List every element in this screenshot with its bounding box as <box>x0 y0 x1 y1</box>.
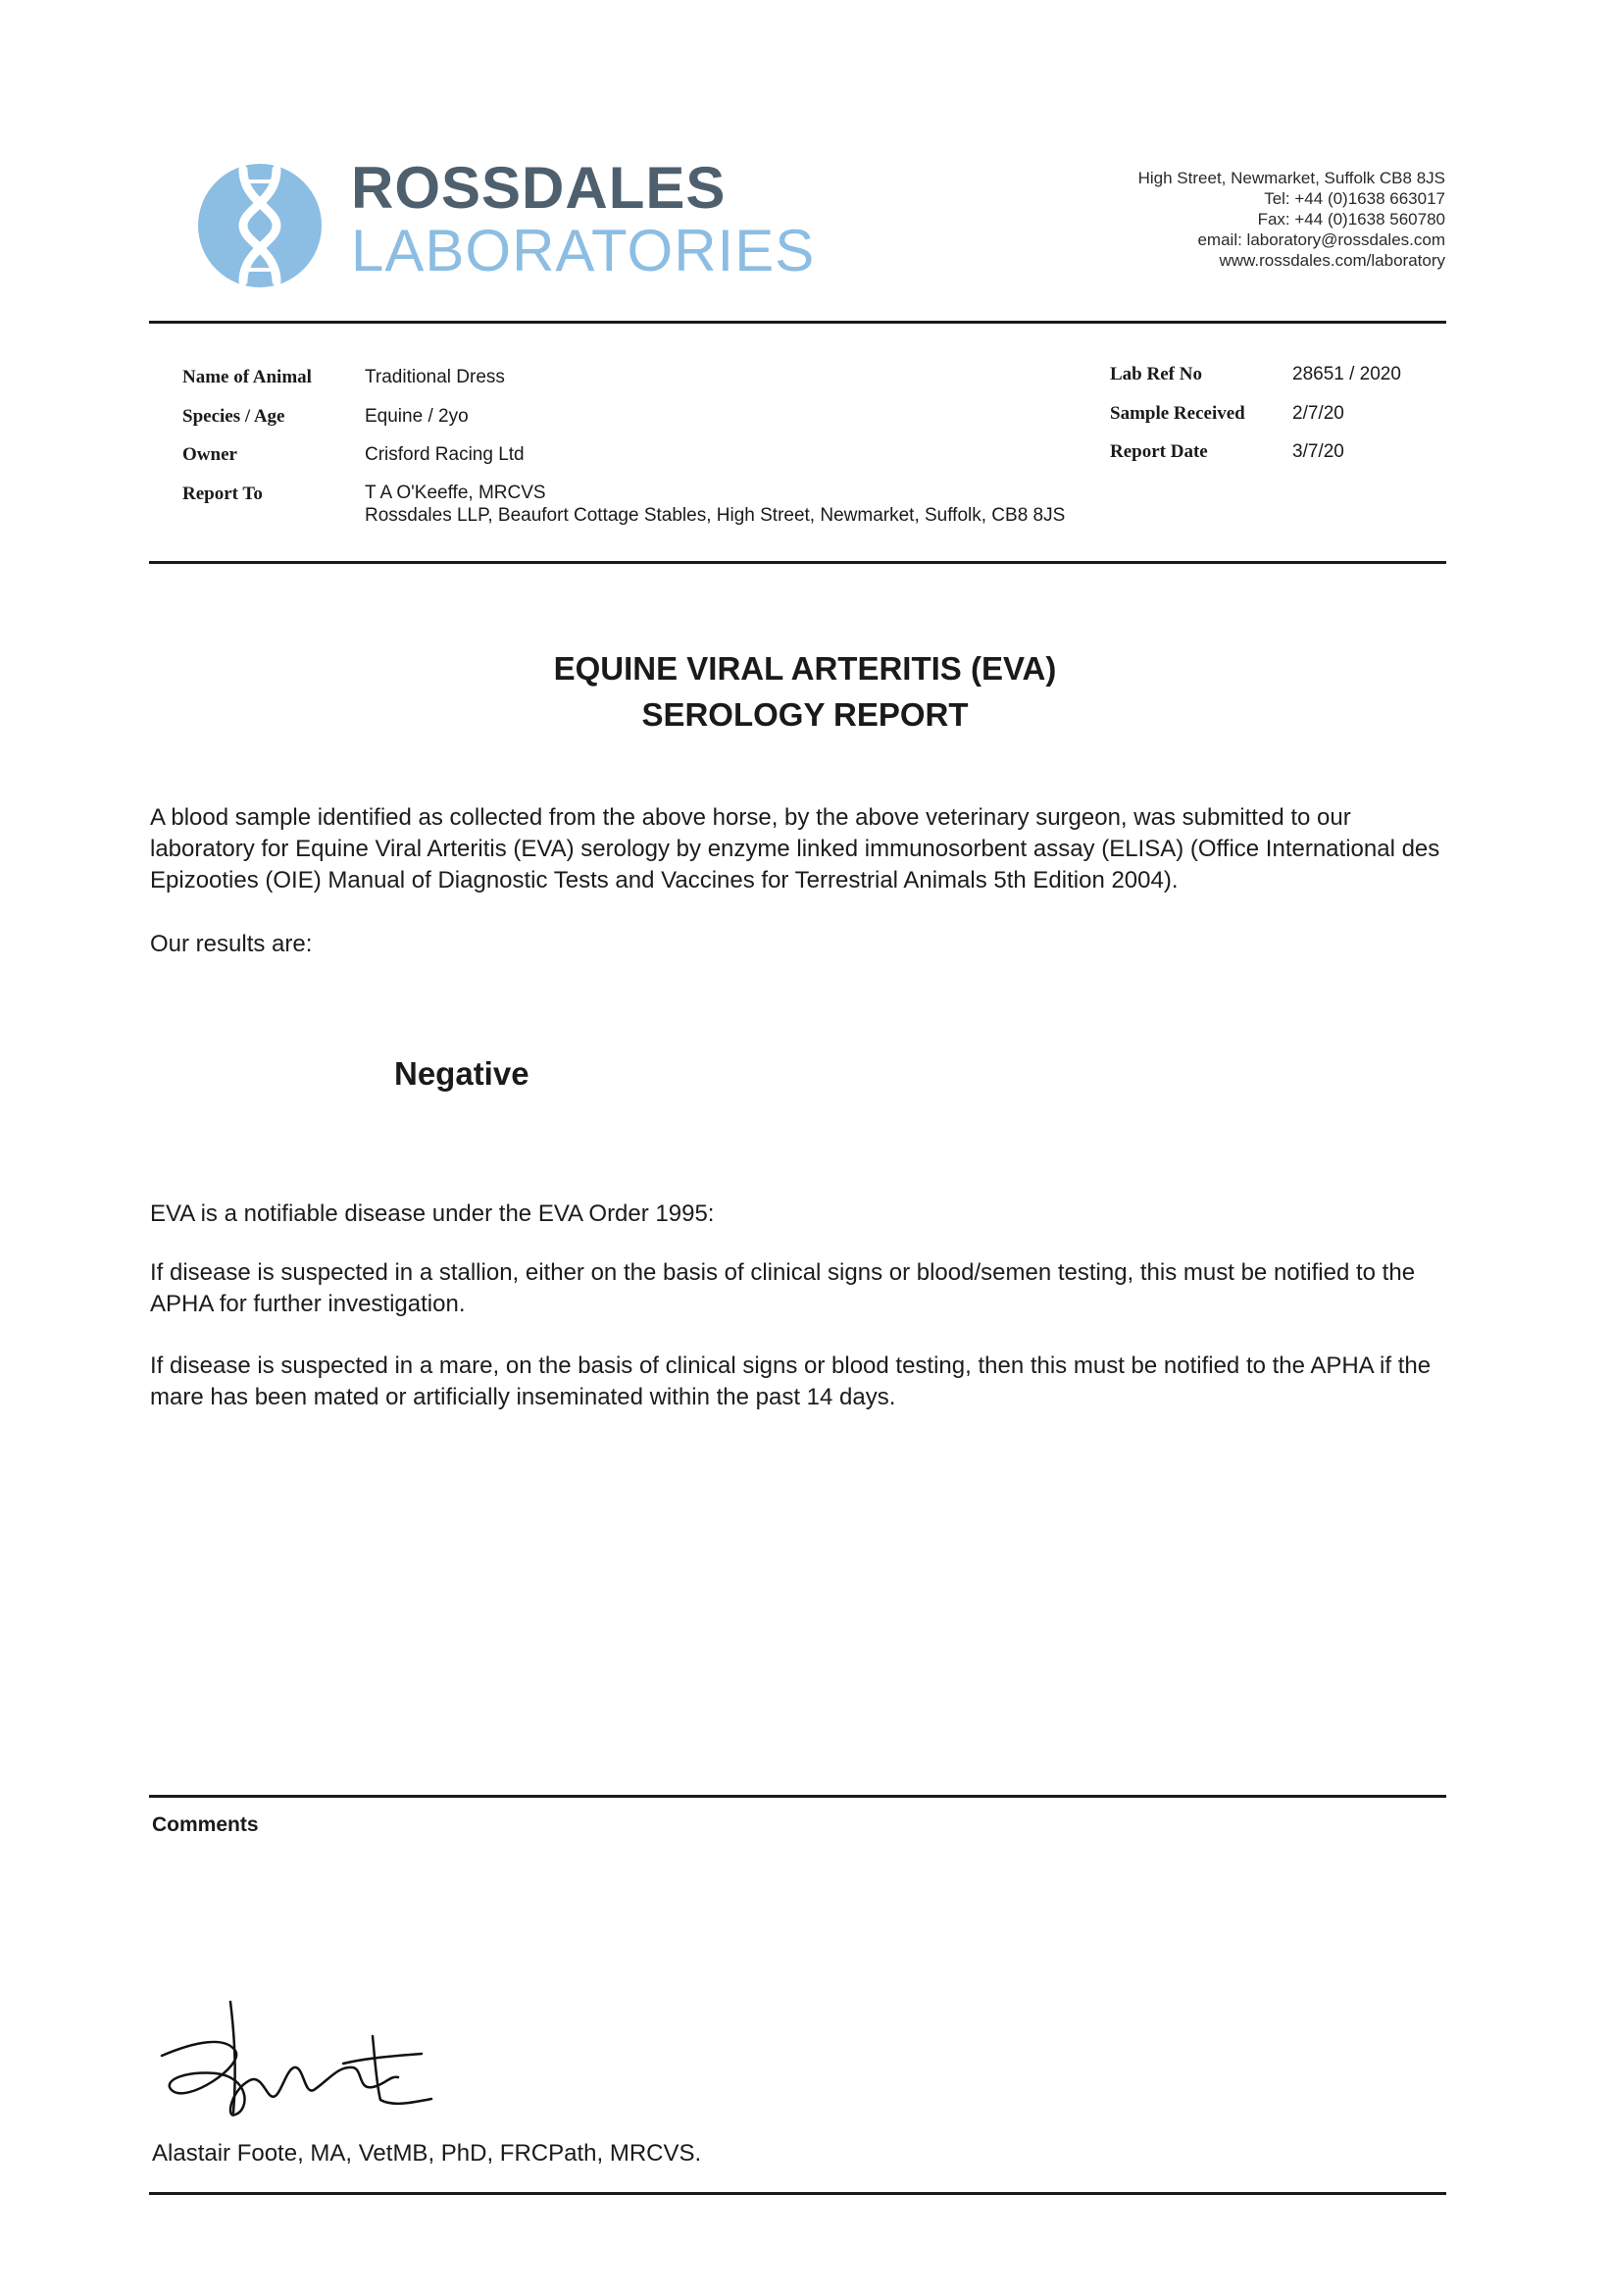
lab-ref-label: Lab Ref No <box>1110 364 1202 384</box>
report-date-value: 3/7/20 <box>1292 441 1344 462</box>
address-tel: Tel: +44 (0)1638 663017 <box>1264 189 1445 208</box>
intro-paragraph <box>150 802 1449 896</box>
notifiable-paragraph <box>150 1199 1449 1230</box>
signatory-name: Alastair Foote, MA, VetMB, PhD, FRCPath, MRCVS. <box>152 2140 702 2167</box>
report-title-line2: SEROLOGY REPORT <box>641 696 969 733</box>
mare-paragraph <box>150 1351 1449 1413</box>
stallion-text: If disease is suspected in a stallion, either on the basis of clinical signs or blood/semen testing, this must be notified to the APHA for further investigation. <box>150 1259 1416 1317</box>
lab-address <box>1138 168 1445 271</box>
report-to-name: T A O'Keeffe, MRCVS <box>365 483 546 503</box>
results-lead-text: Our results are: <box>150 931 313 957</box>
lab-ref-value: 28651 / 2020 <box>1292 364 1401 384</box>
address-website: www.rossdales.com/laboratory <box>1219 251 1445 270</box>
report-title-line1: EQUINE VIRAL ARTERITIS (EVA) <box>553 650 1057 687</box>
footer-divider <box>149 2192 1446 2195</box>
address-street: High Street, Newmarket, Suffolk CB8 8JS <box>1137 169 1445 187</box>
owner-value: Crisford Racing Ltd <box>365 444 525 465</box>
details-divider <box>149 561 1446 564</box>
comments-label: Comments <box>152 1813 259 1836</box>
owner-label: Owner <box>182 444 237 465</box>
mare-text: If disease is suspected in a mare, on the basis of clinical signs or blood testing, then this must be notified to the APHA if the mare has been mated or artificially inseminated within the past 14 days. <box>150 1352 1432 1410</box>
signature-image <box>157 1997 490 2124</box>
report-title <box>0 645 1610 738</box>
name-value: Traditional Dress <box>365 367 505 387</box>
name-label: Name of Animal <box>182 367 312 387</box>
report-date-label: Report Date <box>1110 441 1208 462</box>
brand-name: ROSSDALES <box>351 155 727 221</box>
results-lead <box>150 929 1449 960</box>
species-value: Equine / 2yo <box>365 406 469 427</box>
report-to-address: Rossdales LLP, Beaufort Cottage Stables, High Street, Newmarket, Suffolk, CB8 8JS <box>365 505 1066 526</box>
sample-received-value: 2/7/20 <box>1292 403 1344 424</box>
stallion-paragraph <box>150 1257 1449 1320</box>
address-fax: Fax: +44 (0)1638 560780 <box>1257 210 1445 229</box>
report-to-label: Report To <box>182 484 263 504</box>
species-label: Species / Age <box>182 406 285 427</box>
dna-logo-icon <box>196 162 324 289</box>
brand-subtitle: LABORATORIES <box>351 218 816 283</box>
sample-received-label: Sample Received <box>1110 403 1245 424</box>
test-result: Negative <box>394 1055 529 1092</box>
notifiable-text: EVA is a notifiable disease under the EVA Order 1995: <box>150 1200 715 1227</box>
address-email: email: laboratory@rossdales.com <box>1197 230 1445 249</box>
comments-divider <box>149 1795 1446 1798</box>
header-divider <box>149 321 1446 324</box>
intro-text: A blood sample identified as collected from the above horse, by the above veterinary surgeon, was submitted to our laboratory for Equine Viral Arteritis (EVA) serology by enzyme linked immunosorbent assay (ELISA) (Office International des Epizooties (OIE) Manual of Diagnostic Tests and Vaccines for Terrestrial Animals 5th Edition 2004). <box>150 804 1440 893</box>
